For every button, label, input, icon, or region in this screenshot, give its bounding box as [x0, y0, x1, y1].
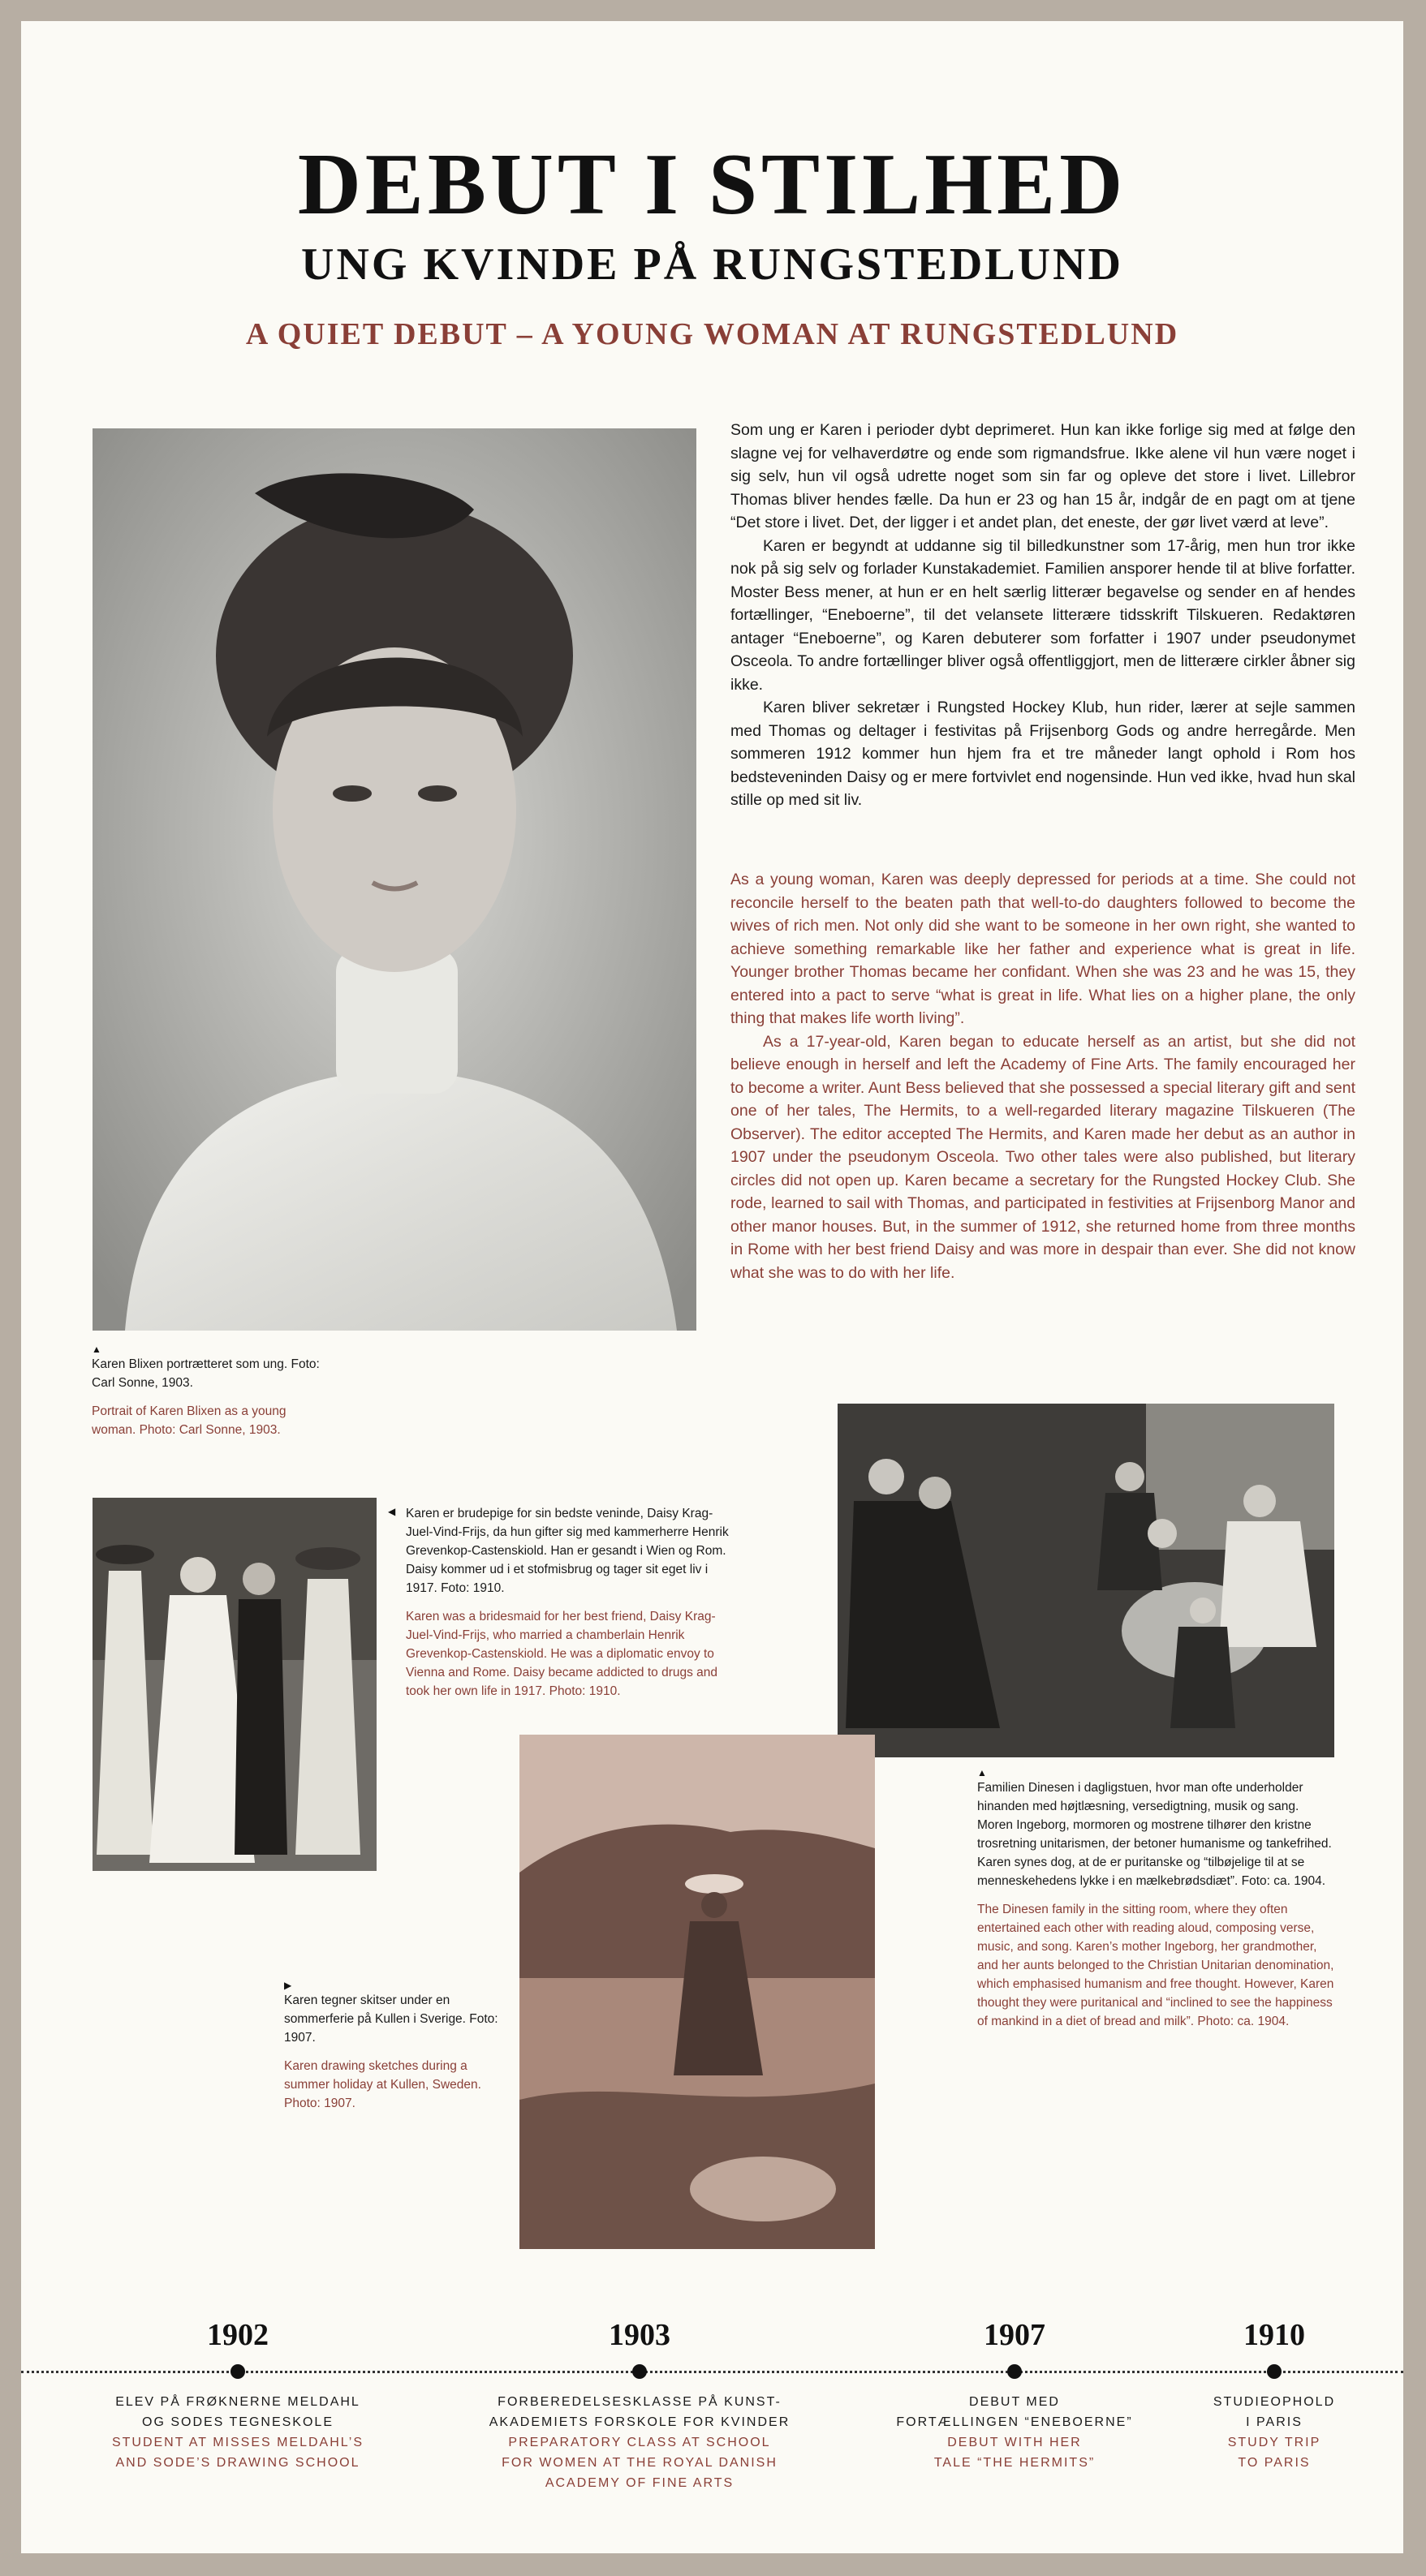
timeline-dot [230, 2364, 245, 2379]
timeline-entry-english: FOR WOMEN AT THE ROYAL DANISH [502, 2456, 778, 2470]
portrait-photo [93, 428, 696, 1331]
timeline-entry [75, 2392, 400, 2473]
exhibition-panel [21, 21, 1403, 2553]
timeline-entry-danish: FORTÆLLINGEN “ENEBOERNE” [896, 2415, 1133, 2429]
english-body-text [730, 868, 1355, 1284]
caption-arrow-left: ◀ [388, 1506, 396, 1517]
timeline-entry-english: STUDENT AT MISSES MELDAHL’S [111, 2436, 364, 2449]
caption-arrow-up: ▲ [977, 1767, 987, 1778]
timeline-entry-english: DEBUT WITH HER [947, 2436, 1082, 2449]
timeline-dot [632, 2364, 647, 2379]
timeline-entry-danish: STUDIEOPHOLD [1213, 2395, 1336, 2409]
family-caption-english: The Dinesen family in the sitting room, where they often entertained each other with reading aloud, composing verse, music, and song. Karen’s mother Ingeborg, her grandmother, and her aunts belonged to the Christian Unitarian denomination, which emphasised humanism and free thought. However, Karen thought they were puritanical and “inclined to see the happiness of mankind in a diet of bread and milk”. Photo: ca. 1904. [977, 1903, 1334, 2028]
english-title: A QUIET DEBUT – A YOUNG WOMAN AT RUNGSTEDLUND [245, 317, 1179, 351]
wedding-caption-danish: Karen er brudepige for sin bedste veninde, Daisy Krag-Juel-Vind-Frijs, da hun gifter sig med kammerherre Henrik Grevenkop-Castenskiold. Han er gesandt i Wien og Rom. Daisy kommer ud i et stofmisbrug og tager sit eget liv i 1917. Foto: 1910. [406, 1507, 729, 1595]
timeline-line [21, 2371, 1403, 2373]
caption-arrow-right: ▶ [284, 1980, 292, 1991]
timeline-entry-english: TO PARIS [1238, 2456, 1311, 2470]
timeline-entry-english: ACADEMY OF FINE ARTS [545, 2476, 735, 2490]
kullen-caption-english: Karen drawing sketches during a summer holiday at Kullen, Sweden. Photo: 1907. [284, 2059, 481, 2110]
danish-body-text [730, 419, 1355, 812]
timeline-year: 1907 [984, 2318, 1045, 2352]
wedding-caption [388, 1504, 735, 1701]
timeline-entry-danish: AKADEMIETS FORSKOLE FOR KVINDER [489, 2415, 791, 2429]
timeline-year: 1902 [207, 2318, 269, 2352]
english-paragraph: As a young woman, Karen was deeply depressed for periods at a time. She could not reconcile herself to the beaten path that well-to-do daughters followed to become the wives of rich men. Not only did she want to be someone in her own right, she wanted to achieve something remarkable like her father and experience what is great in life. Younger brother Thomas became her confidant. When she was 23 and he was 15, they entered into a pact to serve “what is great in life. What lies on a higher plane, the only thing that makes life worth living”. [730, 871, 1355, 1027]
timeline-entry-danish: FORBEREDELSESKLASSE PÅ KUNST- [498, 2395, 782, 2409]
timeline-entry [477, 2392, 802, 2493]
timeline-year: 1910 [1243, 2318, 1305, 2352]
portrait-caption-danish: Karen Blixen portrætteret som ung. Foto: Carl Sonne, 1903. [92, 1357, 320, 1390]
family-caption [977, 1767, 1334, 2031]
caption-arrow-up: ▲ [92, 1344, 101, 1355]
family-photo [838, 1404, 1334, 1757]
page-title: DEBUT I STILHED [297, 136, 1127, 233]
timeline-entry [1112, 2392, 1403, 2473]
timeline-entry-english: AND SODE’S DRAWING SCHOOL [115, 2456, 360, 2470]
timeline-entry-english: PREPARATORY CLASS AT SCHOOL [508, 2436, 771, 2449]
danish-paragraph: Som ung er Karen i perioder dybt deprimeret. Hun kan ikke forlige sig med at følge den slagne vej for velhaverdøtre og ende som rigmandsfrue. Ikke alene vil hun være noget i sig selv, hun vil også udrette noget som sin far og opleve det store i livet. Lillebror Thomas bliver hendes fælle. Da hun er 23 og han 15 år, indgår de en pagt om at tjene “Det store i livet. Det, der ligger i et andet plan, det eneste, der gør livet værd at leve”. [730, 421, 1355, 531]
timeline-dot [1007, 2364, 1022, 2379]
timeline-year: 1903 [609, 2318, 670, 2352]
portrait-caption-english: Portrait of Karen Blixen as a young woman. Photo: Carl Sonne, 1903. [92, 1404, 286, 1437]
family-caption-danish: Familien Dinesen i dagligstuen, hvor man ofte underholder hinanden med højtlæsning, versedigtning, musik og sang. Moren Ingeborg, mormoren og mostrene tilhører den kristne trosretning unitarismen, der betoner humanisme og tankefrihed. Karen synes dog, at de er puritanske og “tilbøjelige til at se menneskehedens lykke i en mælkebrødsdiæt”. Foto: ca. 1904. [977, 1781, 1332, 1888]
wedding-photo [93, 1498, 377, 1871]
timeline-entry-danish: I PARIS [1246, 2415, 1303, 2429]
wedding-caption-english: Karen was a bridesmaid for her best friend, Daisy Krag-Juel-Vind-Frijs, who married a chamberlain Henrik Grevenkop-Castenskiold. He was a diplomatic envoy to Vienna and Rome. Daisy became addicted to drugs and took her own life in 1917. Photo: 1910. [406, 1610, 718, 1698]
timeline-entry-english: STUDY TRIP [1227, 2436, 1321, 2449]
timeline-entry-english: TALE “THE HERMITS” [933, 2456, 1096, 2470]
kullen-caption-danish: Karen tegner skitser under en sommerferie på Kullen i Sverige. Foto: 1907. [284, 1993, 498, 2045]
english-paragraph: As a 17-year-old, Karen began to educate herself as an artist, but she did not believe enough in herself and left the Academy of Fine Arts. The family encouraged her to become a writer. Aunt Bess believed that she possessed a special literary gift and sent one of her tales, The Hermits, to a well-regarded literary magazine Tilskueren (The Observer). The editor accepted The Hermits, and Karen made her debut as an author in 1907 under the pseudonym Osceola. Two other tales were also published, but literary circles did not open up. Karen became a secretary for the Rungsted Hockey Club. She rode, learned to sail with Thomas, and participated in festivities at Frijsenborg Manor and other manor houses. But, in the summer of 1912, she returned home from three months in Rome with her best friend Daisy and was more in despair than ever. She did not know what she was to do with her life. [730, 1032, 1355, 1282]
danish-paragraph: Karen bliver sekretær i Rungsted Hockey Klub, hun rider, lærer at sejle sammen med Thomas og deltager i festivitas på Frijsenborg Gods og andre herregårde. Men sommeren 1912 kommer hun hjem fra et tre måneder langt ophold i Rom hos bedsteveninden Daisy og er mere fortvivlet end nogensinde. Hun ved ikke, hvad hun skal stille op med sit liv. [730, 699, 1355, 809]
page-subtitle: UNG KVINDE PÅ RUNGSTEDLUND [301, 239, 1123, 290]
kullen-caption [284, 1980, 499, 2113]
timeline-entry-danish: ELEV PÅ FRØKNERNE MELDAHL [115, 2395, 360, 2409]
danish-paragraph: Karen er begyndt at uddanne sig til billedkunstner som 17-årig, men hun tror ikke nok på sig selv og forlader Kunstakademiet. Familien ansporer hende til at blive forfatter. Moster Bess mener, at hun er en helt særlig litterær begavelse og sender en af hendes fortællinger, “Eneboerne”, til det velansete litterære tidsskrift Tilskueren. Redaktøren antager “Eneboerne”, og Karen debuterer som forfatter i 1907 under pseudonymet Osceola. To andre fortællinger bliver også offentliggjort, men de litterære cirkler åbner sig ikke. [730, 536, 1355, 694]
portrait-caption [92, 1344, 327, 1439]
timeline-entry-danish: OG SODES TEGNESKOLE [142, 2415, 334, 2429]
timeline-dot [1267, 2364, 1282, 2379]
kullen-photo [519, 1735, 875, 2249]
timeline-entry-danish: DEBUT MED [969, 2395, 1060, 2409]
